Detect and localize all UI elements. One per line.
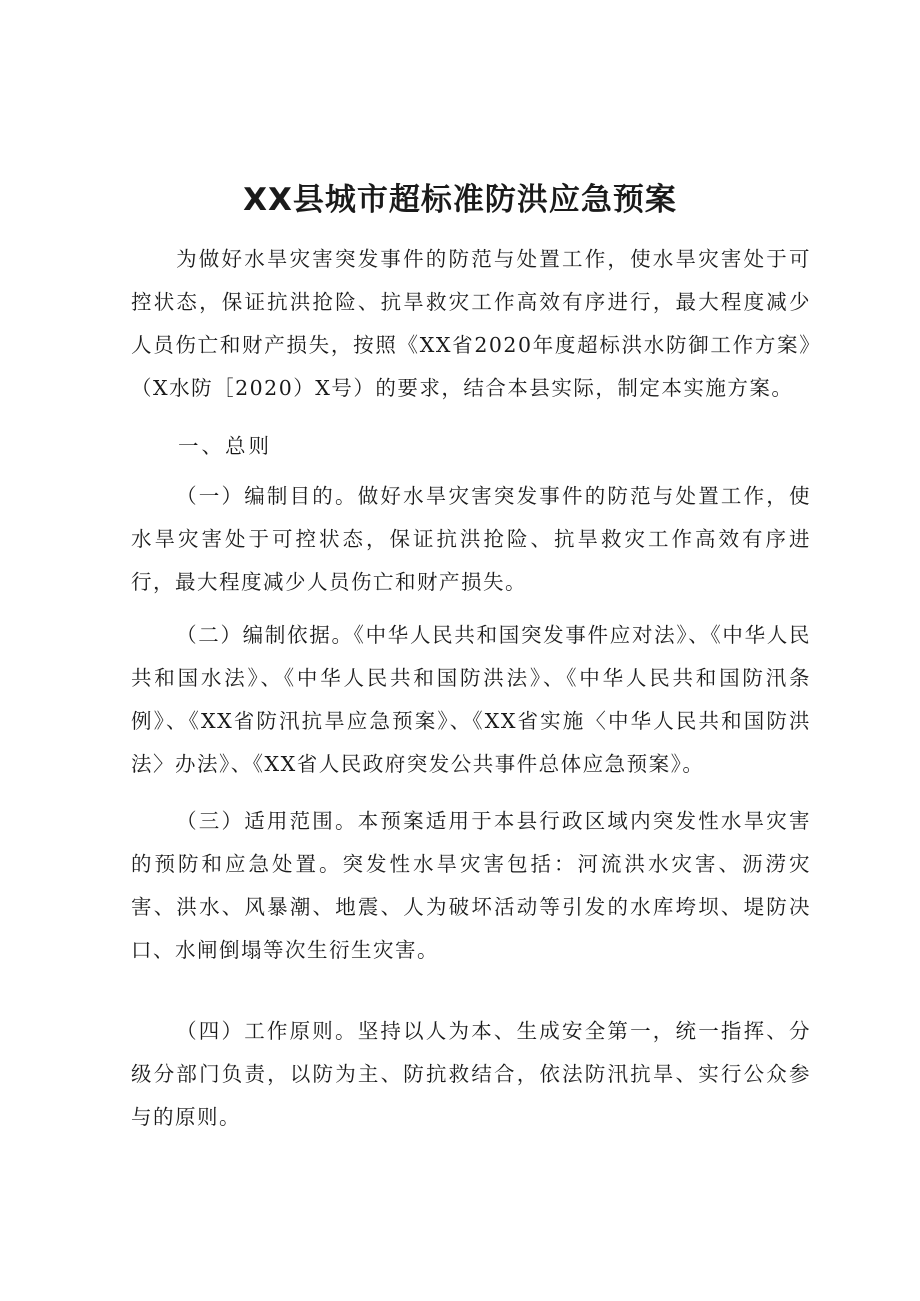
item-principles-paragraph: （四）工作原则。坚持以人为本、生成安全第一，统一指挥、分级分部门负责，以防为主、防抗救结合，依法防汛抗旱、实行公众参与的原则。 xyxy=(131,1019,811,1129)
intro-paragraph: 为做好水旱灾害突发事件的防范与处置工作，使水旱灾害处于可控状态，保证抗洪抢险、抗旱救灾工作高效有序进行，最大程度减少人员伤亡和财产损失，按照《XX省2020年度超标洪水防御工作方案》（X水防［2020）X号）的要求，结合本县实际，制定本实施方案。 xyxy=(131,247,811,400)
item-purpose-paragraph: （一）编制目的。做好水旱灾害突发事件的防范与处置工作，使水旱灾害处于可控状态，保证抗洪抢险、抗旱救灾工作高效有序进行，最大程度减少人员伤亡和财产损失。 xyxy=(131,484,811,594)
item-basis-paragraph: （二）编制依据。《中华人民共和国突发事件应对法》、《中华人民共和国水法》、《中华人民共和国防洪法》、《中华人民共和国防汛条例》、《XX省防汛抗旱应急预案》、《XX省实施〈中华人民共和国防洪法〉办法》、《XX省人民政府突发公共事件总体应急预案》。 xyxy=(131,623,811,776)
item-scope-paragraph: （三）适用范围。本预案适用于本县行政区域内突发性水旱灾害的预防和应急处置。突发性水旱灾害包括：河流洪水灾害、沥涝灾害、洪水、风暴潮、地震、人为破坏活动等引发的水库垮坝、堤防决口、水闸倒塌等次生衍生灾害。 xyxy=(131,809,811,962)
document-title: XX县城市超标准防洪应急预案 xyxy=(243,182,677,218)
section-heading-general: 一、总则 xyxy=(178,434,272,458)
